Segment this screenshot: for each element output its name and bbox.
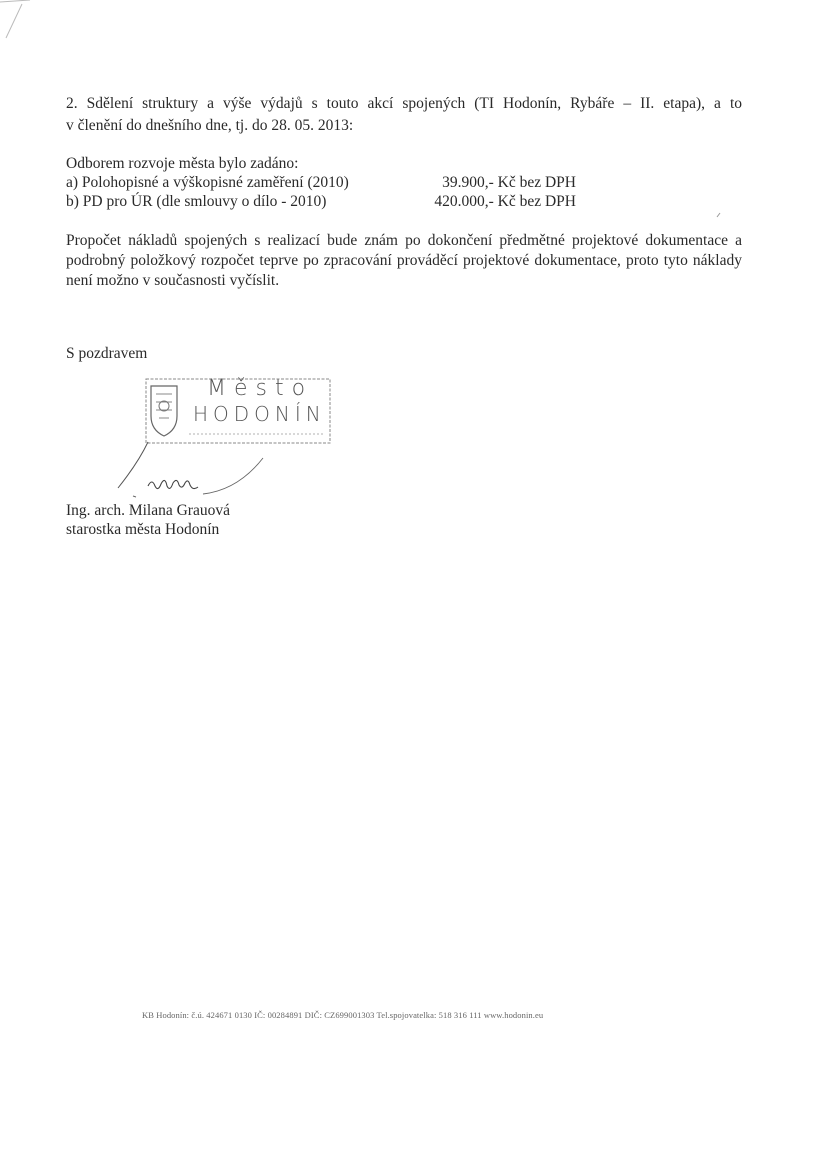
closing-greeting: S pozdravem	[66, 345, 148, 362]
assignment-intro: Odborem rozvoje města bylo zadáno:	[66, 155, 299, 172]
assignment-item-b-label: b) PD pro ÚR (dle smlouvy o dílo - 2010)	[66, 193, 327, 210]
signatory-title: starostka města Hodonín	[66, 521, 220, 538]
coat-of-arms-icon	[151, 386, 177, 436]
scan-corner-mark	[0, 0, 40, 40]
stamp-text-mesto: Město	[207, 376, 314, 401]
handwritten-signature	[108, 438, 278, 506]
cost-calculation-paragraph: Propočet nákladů spojených s realizací bude znám po dokončení předmětné projektové dokumentace a podrobný položkový rozpočet teprve po zpracování prováděcí projektové dokumentace, proto tyto náklady není možno v současnosti vyčíslit.	[66, 232, 742, 289]
assignment-item-b-amount: 420.000,- Kč bez DPH	[434, 193, 576, 210]
assignment-item-a-label: a) Polohopisné a výškopisné zaměření (2010)	[66, 174, 349, 191]
assignment-item-a-amount: 39.900,- Kč bez DPH	[442, 174, 576, 191]
section-2-line-1: 2. Sdělení struktury a výše výdajů s touto akcí spojených (TI Hodonín, Rybáře – II. etapa), a to	[66, 95, 742, 112]
letter-footer: KB Hodonín: č.ú. 424671 0130 IČ: 00284891 DIČ: CZ699001303 Tel.spojovatelka: 518 316 111 www.hodonin.eu	[142, 1010, 544, 1020]
stamp-text-hodonin: HODONÍN	[193, 402, 326, 426]
signatory-name: Ing. arch. Milana Grauová	[66, 502, 230, 519]
section-2-line-2: v členění do dnešního dne, tj. do 28. 05. 2013:	[66, 117, 354, 134]
scan-speck	[716, 212, 722, 218]
